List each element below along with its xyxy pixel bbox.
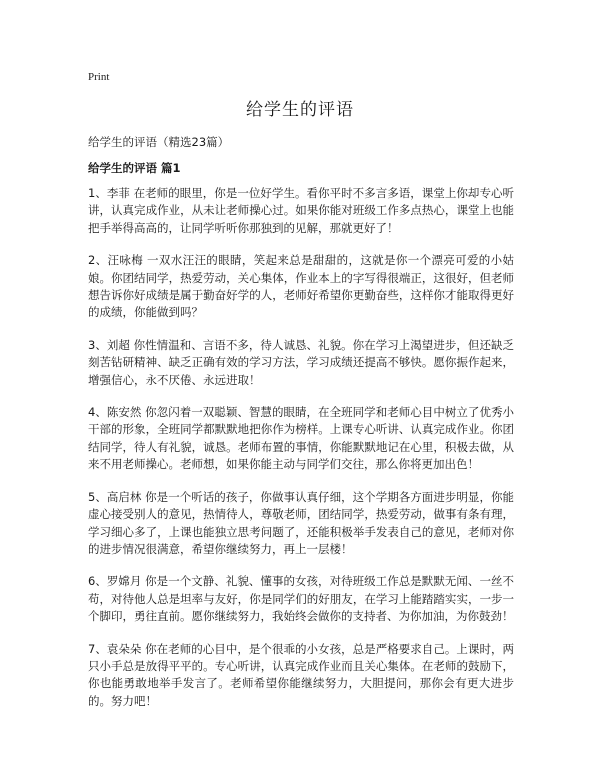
comment-paragraph: 4、陈安然 你忽闪着一双聪颖、智慧的眼睛，在全班同学和老师心目中树立了优秀小干部的形象，全班同学都默默地把你作为榜样。上课专心听讲、认真完成作业。你团结同学，待人有礼貌，诚恳。老师布置的事情，你能默默地记在心里，积极去做，从来不用老师操心。老师想，如果你能主动与同学们交往，那么你将更加出色！ [88,405,514,472]
print-link[interactable]: Print [88,71,110,83]
comment-paragraph: 6、罗嫦月 你是一个文静、礼貌、懂事的女孩，对待班级工作总是默默无闻、一丝不苟，对待他人总是坦率与友好，你是同学们的好朋友，在学习上能踏踏实实，一步一个脚印，勇往直前。愿你继续努力，我始终会做你的支持者、为你加油，为你鼓劲！ [88,574,514,624]
section-heading: 给学生的评语 篇1 [88,161,181,175]
comment-paragraph: 1、李菲 在老师的眼里，你是一位好学生。看你平时不多言多语，课堂上你却专心听讲，认真完成作业，从未让老师操心过。如果你能对班级工作多点热心，课堂上也能把手举得高高的，让同学听听你那独到的见解，那就更好了！ [88,186,514,235]
comment-paragraph: 2、汪咏梅 一双水汪汪的眼睛，笑起来总是甜甜的，这就是你一个漂亮可爱的小姑娘。你团结同学，热爱劳动，关心集体，作业本上的字写得很端正，这很好，但老师想告诉你好成绩是属于勤奋好学的人，老师好希望你更勤奋些，这样你才能取得更好的成绩，你能做到吗？ [88,253,514,320]
comment-paragraph: 5、高启林 你是一个听话的孩子，你做事认真仔细，这个学期各方面进步明显，你能虚心接受别人的意见，热情待人，尊敬老师，团结同学，热爱劳动，做事有条有理，学习细心多了，上课也能独立思考问题了，还能积极举手发表自己的意见，老师对你的进步情况很满意，希望你继续努力，再上一层楼！ [88,489,514,556]
document-body [88,185,514,725]
comment-paragraph: 7、袁朵朵 你在老师的心目中，是个很乖的小女孩，总是严格要求自己。上课时，两只小手总是放得平平的。专心听讲，认真完成作业而且关心集体。在老师的鼓励下，你也能勇敢地举手发言了。老师希望你能继续努力，大胆提问，那你会有更大进步的。努力吧！ [88,641,514,708]
page-title: 给学生的评语 [246,100,354,120]
document-subtitle: 给学生的评语（精选23篇） [88,135,230,149]
comment-paragraph: 3、刘超 你性情温和、言语不多，待人诚恳、礼貌。你在学习上渴望进步，但还缺乏刻苦钻研精神、缺乏正确有效的学习方法，学习成绩还提高不够快。愿你振作起来，增强信心，永不厌倦、永远进取！ [88,337,514,387]
